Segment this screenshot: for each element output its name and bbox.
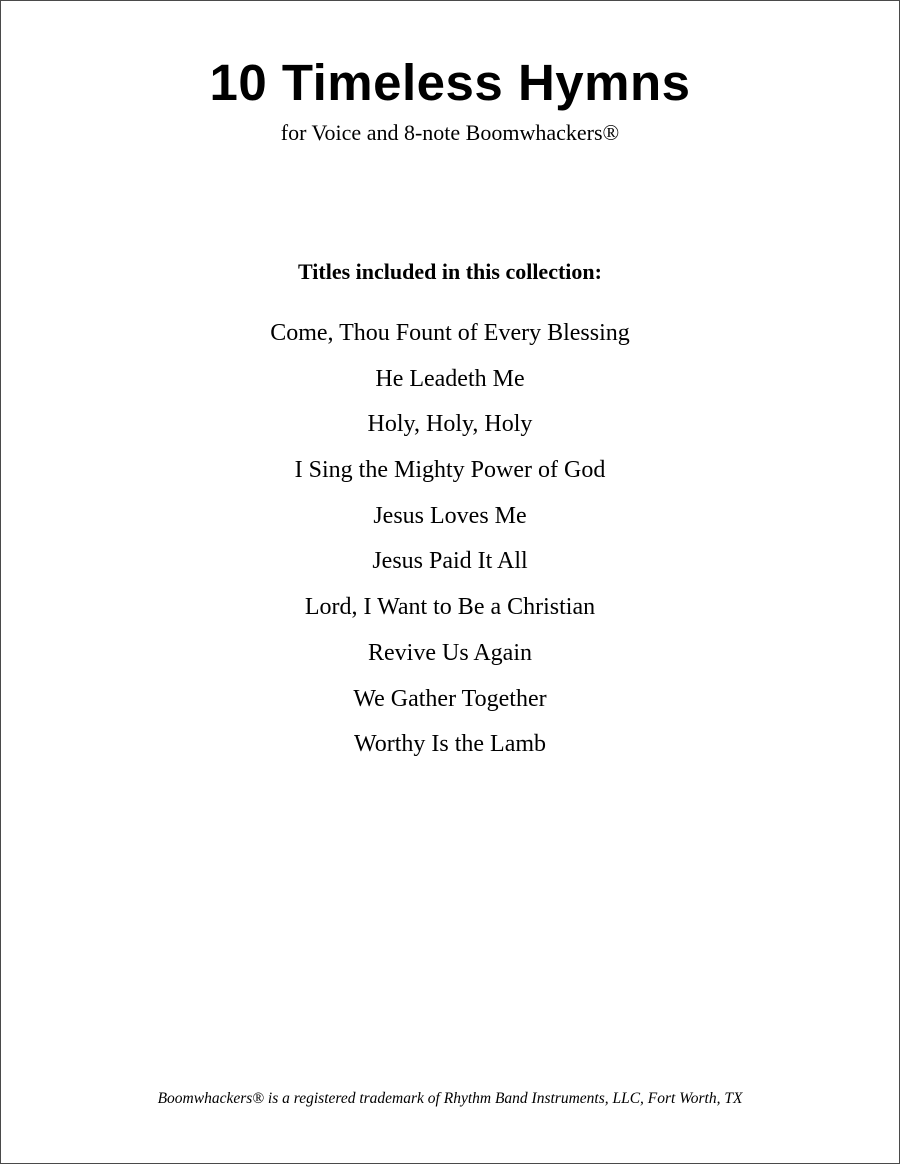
page-subtitle: for Voice and 8-note Boomwhackers® <box>280 120 620 145</box>
hymn-title: Holy, Holy, Holy <box>367 411 533 438</box>
hymn-title: We Gather Together <box>353 685 547 712</box>
page-title: 10 Timeless Hymns <box>209 54 691 111</box>
hymn-title: Lord, I Want to Be a Christian <box>304 594 596 621</box>
hymn-list <box>1 317 899 774</box>
hymn-title: Come, Thou Fount of Every Blessing <box>270 320 630 346</box>
collection-heading: Titles included in this collection: <box>298 259 602 284</box>
trademark-footer: Boomwhackers® is a registered trademark of Rhythm Band Instruments, LLC, Fort Worth, TX <box>157 1090 743 1107</box>
hymn-title: Revive Us Again <box>368 639 532 666</box>
hymn-title: He Leadeth Me <box>375 365 525 392</box>
hymn-title: Jesus Loves Me <box>373 502 527 529</box>
hymn-title: I Sing the Mighty Power of God <box>294 457 606 484</box>
hymn-title: Jesus Paid It All <box>372 548 528 575</box>
hymn-title: Worthy Is the Lamb <box>353 731 547 758</box>
